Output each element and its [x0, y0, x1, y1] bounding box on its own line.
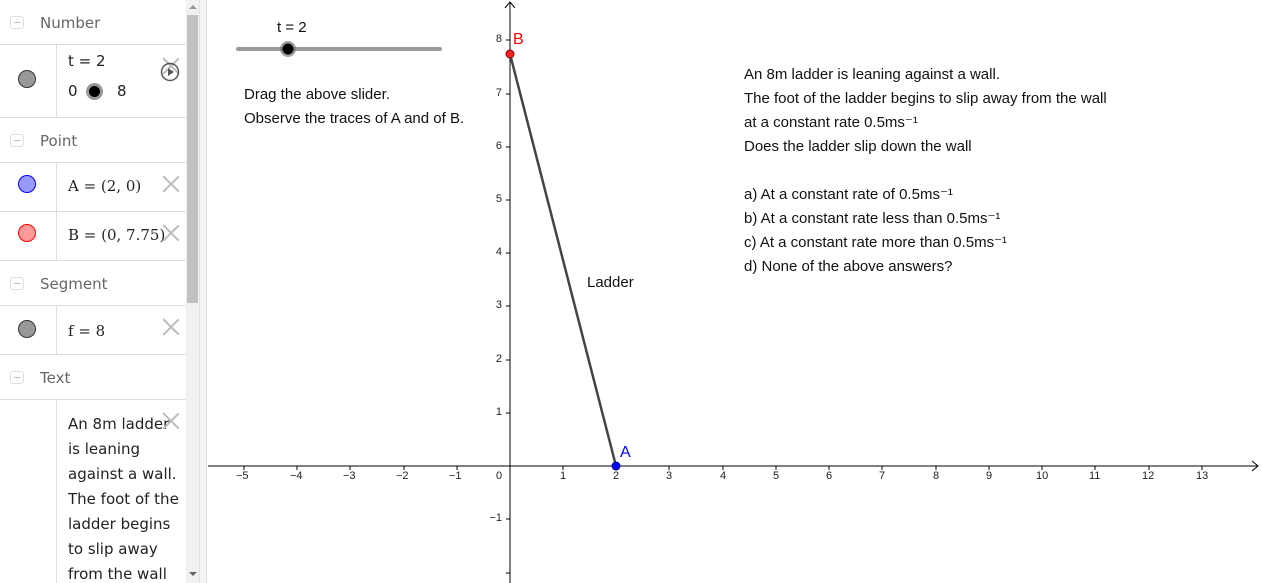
text-item-content[interactable] [68, 412, 179, 583]
tick-label: 4 [720, 470, 727, 482]
collapse-icon[interactable] [10, 371, 24, 384]
tick-label: −1 [449, 470, 462, 482]
slider-min: 0 [68, 82, 78, 100]
close-icon[interactable] [162, 175, 180, 193]
x-axis-tick-labels [208, 470, 1262, 486]
answer-option: a) At a constant rate of 0.5ms⁻¹ [744, 186, 953, 203]
scrollbar-thumb[interactable] [187, 15, 198, 303]
visibility-dot-icon[interactable] [18, 70, 36, 88]
scroll-up-arrow-icon[interactable] [189, 5, 197, 9]
slider-max: 8 [117, 82, 127, 100]
category-label: Number [40, 14, 101, 32]
tick-label: 4 [495, 246, 502, 258]
point-b-definition[interactable]: B = (0, 7.75) [68, 226, 166, 244]
collapse-icon[interactable] [10, 134, 24, 147]
play-icon[interactable] [160, 62, 180, 82]
instruction-line: Drag the above slider. [244, 86, 390, 103]
tick-label: −3 [343, 470, 356, 482]
problem-line: at a constant rate 0.5ms⁻¹ [744, 114, 918, 131]
point-b-label: B [513, 31, 524, 48]
text-line: ladder begins [68, 515, 171, 533]
category-number[interactable] [0, 0, 186, 45]
ladder-segment [510, 54, 616, 466]
point-a-marker [612, 462, 620, 470]
graphics-view[interactable] [208, 0, 1262, 583]
view-divider[interactable] [199, 0, 207, 583]
algebra-item-point-a[interactable] [0, 163, 186, 212]
tick-label: 1 [495, 406, 502, 418]
point-a-label: A [620, 444, 631, 461]
scroll-down-arrow-icon[interactable] [189, 572, 197, 576]
algebra-item-point-b[interactable] [0, 212, 186, 261]
tick-label: −1 [489, 512, 502, 524]
answer-option: d) None of the above answers? [744, 258, 953, 275]
text-line: An 8m ladder [68, 415, 170, 433]
tick-label: 5 [495, 193, 502, 205]
algebra-view [0, 0, 186, 583]
tick-label: 8 [495, 33, 502, 45]
problem-line: Does the ladder slip down the wall [744, 138, 972, 155]
tick-label: 13 [1196, 470, 1209, 482]
category-label: Text [40, 369, 71, 387]
visibility-toggle[interactable] [0, 306, 57, 354]
tick-label: 5 [773, 470, 780, 482]
close-icon[interactable] [162, 318, 180, 336]
algebra-scrollbar[interactable] [186, 0, 199, 583]
tick-label: 8 [933, 470, 940, 482]
visibility-toggle[interactable] [0, 400, 57, 583]
category-segment[interactable] [0, 261, 186, 306]
text-line: is leaning [68, 440, 141, 458]
visibility-toggle[interactable] [0, 163, 57, 211]
text-line: against a wall. [68, 465, 177, 483]
visibility-dot-icon[interactable] [18, 320, 36, 338]
tick-label: 7 [879, 470, 886, 482]
slider-knob[interactable] [86, 83, 103, 100]
category-text[interactable] [0, 355, 186, 400]
tick-label: 0 [496, 470, 503, 482]
slider-definition[interactable]: t = 2 [68, 52, 106, 70]
tick-label: −4 [290, 470, 303, 482]
problem-text [744, 63, 1107, 279]
instruction-line: Observe the traces of A and of B. [244, 110, 465, 127]
tick-label: 12 [1142, 470, 1155, 482]
point-a-definition[interactable]: A = (2, 0) [68, 177, 142, 195]
text-line: from the wall [68, 565, 167, 583]
visibility-toggle[interactable] [0, 45, 57, 117]
tick-label: 2 [613, 470, 620, 482]
collapse-icon[interactable] [10, 277, 24, 290]
tick-label: 11 [1089, 470, 1101, 482]
problem-line: The foot of the ladder begins to slip away from the wall [744, 90, 1107, 107]
algebra-item-segment-f[interactable] [0, 306, 186, 355]
instructions-text [244, 83, 464, 131]
segment-f-definition[interactable]: f = 8 [68, 322, 106, 340]
category-label: Point [40, 132, 78, 150]
tick-label: 2 [495, 353, 502, 365]
problem-line: An 8m ladder is leaning against a wall. [744, 66, 1000, 83]
collapse-icon[interactable] [10, 16, 24, 29]
slider-label: t = 2 [277, 19, 307, 36]
visibility-toggle[interactable] [0, 212, 57, 260]
text-line: to slip away [68, 540, 158, 558]
visibility-dot-icon[interactable] [18, 175, 36, 193]
tick-label: 9 [986, 470, 993, 482]
y-axis-tick-labels [478, 0, 506, 583]
tick-label: 3 [495, 299, 502, 311]
answer-option: c) At a constant rate more than 0.5ms⁻¹ [744, 234, 1008, 251]
algebra-item-slider-t[interactable] [0, 45, 186, 118]
text-line: The foot of the [68, 490, 179, 508]
answer-option: b) At a constant rate less than 0.5ms⁻¹ [744, 210, 1001, 227]
close-icon[interactable] [162, 224, 180, 242]
algebra-item-text[interactable] [0, 400, 186, 583]
tick-label: 1 [560, 470, 567, 482]
tick-label: 6 [826, 470, 833, 482]
tick-label: 10 [1036, 470, 1049, 482]
slider-knob [283, 44, 294, 55]
tick-label: 7 [495, 87, 502, 99]
segment-label: Ladder [587, 274, 634, 291]
tick-label: 6 [495, 140, 502, 152]
tick-label: 3 [666, 470, 673, 482]
visibility-dot-icon[interactable] [18, 224, 36, 242]
category-point[interactable] [0, 118, 186, 163]
tick-label: −5 [236, 470, 249, 482]
close-icon[interactable] [162, 412, 180, 430]
tick-label: −2 [396, 470, 409, 482]
category-label: Segment [40, 275, 108, 293]
